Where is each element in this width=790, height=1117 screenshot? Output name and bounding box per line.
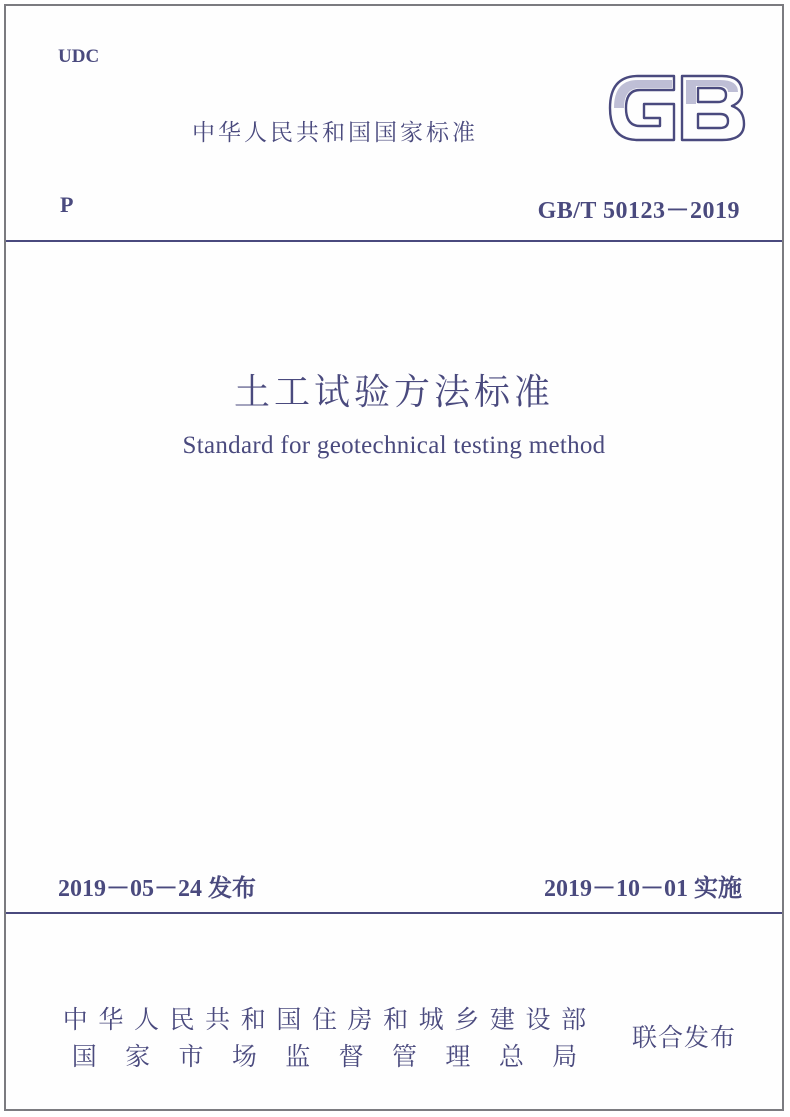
issuer-char: 督	[338, 1042, 365, 1071]
issuer-char: 监	[285, 1042, 312, 1071]
issuer-char: 城	[418, 1005, 445, 1034]
national-standard-label: 中华人民共和国国家标准	[192, 120, 478, 146]
issuer-administration	[58, 1037, 592, 1073]
issuer-char: 场	[231, 1042, 258, 1071]
issuer-char: 部	[561, 1005, 588, 1034]
classification-code: P	[60, 192, 74, 217]
issuer-char: 理	[445, 1042, 472, 1071]
issuer-char: 华	[98, 1005, 125, 1034]
issuer-char: 局	[552, 1042, 579, 1071]
issuer-char: 国	[276, 1005, 303, 1034]
standard-cover-page	[4, 4, 784, 1111]
gb-logo-icon	[604, 68, 748, 148]
issuer-char: 国	[71, 1042, 98, 1071]
issuer-char: 人	[133, 1005, 160, 1034]
issuer-char: 住	[311, 1005, 338, 1034]
issuer-char: 和	[240, 1005, 267, 1034]
issuer-char: 市	[178, 1042, 205, 1071]
issue-date: 2019－05－24 发布	[58, 876, 256, 902]
udc-label: UDC	[58, 46, 100, 67]
issuer-ministry	[58, 1000, 592, 1036]
standard-number: GB/T 50123－2019	[537, 198, 740, 224]
issuer-char: 民	[169, 1005, 196, 1034]
title-english: Standard for geotechnical testing method	[182, 432, 606, 459]
issuer-char: 中	[62, 1005, 89, 1034]
issuer-char: 家	[125, 1042, 152, 1071]
bottom-divider	[6, 912, 782, 914]
issuer-char: 建	[489, 1005, 516, 1034]
issuer-char: 房	[347, 1005, 374, 1034]
implementation-date: 2019－10－01 实施	[544, 876, 742, 902]
issuer-char: 和	[383, 1005, 410, 1034]
issuer-char: 设	[525, 1005, 552, 1034]
joint-issue-label: 联合发布	[632, 1023, 737, 1052]
issuer-char: 总	[498, 1042, 525, 1071]
issuer-char: 共	[205, 1005, 232, 1034]
issuer-char: 乡	[454, 1005, 481, 1034]
issuer-char: 管	[392, 1042, 419, 1071]
top-divider	[6, 240, 782, 242]
title-chinese: 土工试验方法标准	[233, 372, 554, 412]
